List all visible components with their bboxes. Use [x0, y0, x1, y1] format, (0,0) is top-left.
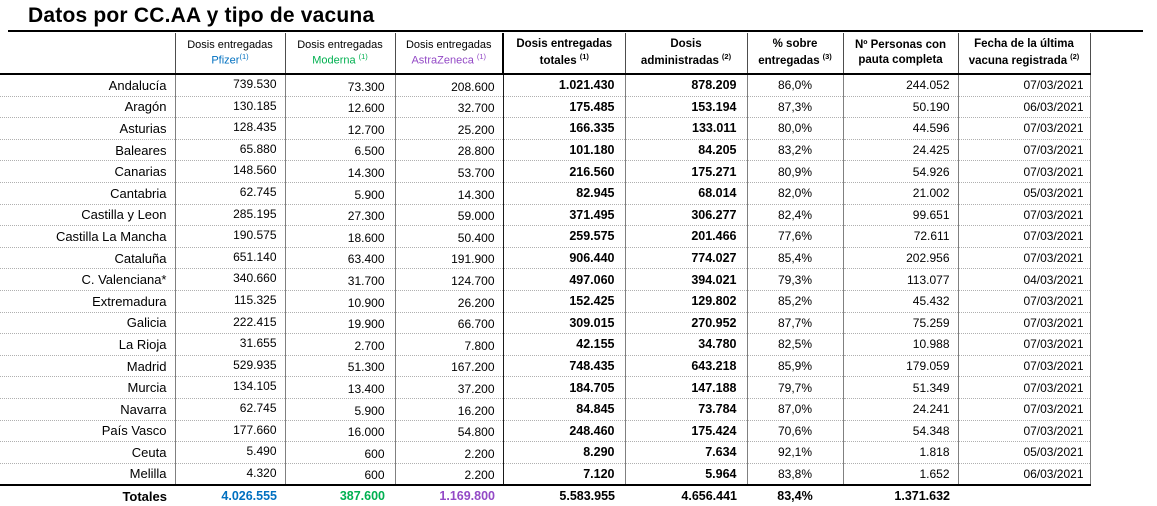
page-title: Datos por CC.AA y tipo de vacuna — [28, 4, 375, 27]
totals-row — [0, 485, 1090, 506]
cell-astrazeneca: 54.800 — [395, 420, 503, 442]
cell-astrazeneca: 25.200 — [395, 118, 503, 140]
cell-pct-entregadas: 80,9% — [747, 161, 843, 183]
cell-dosis-totales: 7.120 — [503, 463, 625, 485]
cell-dosis-totales: 906.440 — [503, 247, 625, 269]
total-astrazeneca: 1.169.800 — [395, 485, 503, 506]
cell-fecha: 06/03/2021 — [958, 463, 1090, 485]
total-moderna: 387.600 — [285, 485, 395, 506]
cell-pct-entregadas: 80,0% — [747, 118, 843, 140]
cell-dosis-administradas: 5.964 — [625, 463, 747, 485]
cell-pauta-completa: 244.052 — [843, 74, 958, 96]
cell-region: Andalucía — [0, 74, 175, 96]
table-row — [0, 420, 1090, 442]
cell-pfizer: 222.415 — [175, 312, 285, 334]
cell-pct-entregadas: 85,9% — [747, 355, 843, 377]
cell-dosis-totales: 8.290 — [503, 442, 625, 464]
cell-moderna: 600 — [285, 463, 395, 485]
column-header-dosis-administradas — [625, 33, 747, 74]
cell-dosis-totales: 216.560 — [503, 161, 625, 183]
header-line1: Nº Personas con — [854, 39, 947, 52]
cell-dosis-totales: 166.335 — [503, 118, 625, 140]
cell-astrazeneca: 2.200 — [395, 442, 503, 464]
cell-dosis-administradas: 270.952 — [625, 312, 747, 334]
cell-moderna: 5.900 — [285, 182, 395, 204]
cell-pct-entregadas: 85,4% — [747, 247, 843, 269]
table-row — [0, 355, 1090, 377]
table-row — [0, 377, 1090, 399]
footnote-marker: (1) — [476, 52, 487, 62]
cell-region: Baleares — [0, 139, 175, 161]
cell-pct-entregadas: 92,1% — [747, 442, 843, 464]
cell-dosis-administradas: 68.014 — [625, 182, 747, 204]
column-header-moderna — [285, 33, 395, 74]
cell-dosis-totales: 1.021.430 — [503, 74, 625, 96]
cell-dosis-totales: 748.435 — [503, 355, 625, 377]
cell-dosis-totales: 248.460 — [503, 420, 625, 442]
cell-region: Murcia — [0, 377, 175, 399]
header-line2: vacuna registrada — [968, 54, 1068, 67]
cell-region: País Vasco — [0, 420, 175, 442]
cell-fecha: 07/03/2021 — [958, 161, 1090, 183]
column-header-dosis-totales — [503, 33, 625, 74]
cell-moderna: 19.900 — [285, 312, 395, 334]
brand-astrazeneca-label: AstraZeneca — [411, 54, 474, 67]
cell-astrazeneca: 7.800 — [395, 334, 503, 356]
column-header-fecha-ultima — [958, 33, 1090, 74]
cell-pauta-completa: 179.059 — [843, 355, 958, 377]
cell-dosis-administradas: 7.634 — [625, 442, 747, 464]
cell-region: Canarias — [0, 161, 175, 183]
table-row — [0, 269, 1090, 291]
cell-astrazeneca: 124.700 — [395, 269, 503, 291]
table-row — [0, 247, 1090, 269]
cell-pct-entregadas: 87,0% — [747, 398, 843, 420]
cell-pauta-completa: 72.611 — [843, 226, 958, 248]
cell-astrazeneca: 59.000 — [395, 204, 503, 226]
cell-pfizer: 739.530 — [175, 74, 285, 96]
cell-pfizer: 128.435 — [175, 118, 285, 140]
cell-pfizer: 5.490 — [175, 442, 285, 464]
cell-astrazeneca: 2.200 — [395, 463, 503, 485]
total-dosis-totales: 5.583.955 — [503, 485, 625, 506]
cell-region: Asturias — [0, 118, 175, 140]
cell-region: Ceuta — [0, 442, 175, 464]
cell-pauta-completa: 10.988 — [843, 334, 958, 356]
cell-fecha: 05/03/2021 — [958, 442, 1090, 464]
cell-dosis-totales: 184.705 — [503, 377, 625, 399]
cell-region: Melilla — [0, 463, 175, 485]
cell-pfizer: 31.655 — [175, 334, 285, 356]
cell-region: Navarra — [0, 398, 175, 420]
footnote-marker: (1) — [579, 52, 589, 62]
header-line2: totales — [539, 54, 577, 67]
cell-pct-entregadas: 82,0% — [747, 182, 843, 204]
cell-fecha: 04/03/2021 — [958, 269, 1090, 291]
cell-region: La Rioja — [0, 334, 175, 356]
cell-dosis-administradas: 175.424 — [625, 420, 747, 442]
cell-pauta-completa: 75.259 — [843, 312, 958, 334]
cell-pfizer: 4.320 — [175, 463, 285, 485]
table-row — [0, 290, 1090, 312]
cell-pct-entregadas: 86,0% — [747, 74, 843, 96]
total-region: Totales — [0, 485, 175, 506]
cell-astrazeneca: 191.900 — [395, 247, 503, 269]
cell-pfizer: 148.560 — [175, 161, 285, 183]
cell-astrazeneca: 50.400 — [395, 226, 503, 248]
table-row — [0, 204, 1090, 226]
column-header-pct-entregadas — [747, 33, 843, 74]
cell-moderna: 10.900 — [285, 290, 395, 312]
total-dosis-administradas: 4.656.441 — [625, 485, 747, 506]
cell-dosis-totales: 371.495 — [503, 204, 625, 226]
table-row — [0, 139, 1090, 161]
cell-dosis-totales: 497.060 — [503, 269, 625, 291]
table-row — [0, 161, 1090, 183]
cell-fecha: 06/03/2021 — [958, 96, 1090, 118]
cell-dosis-totales: 309.015 — [503, 312, 625, 334]
cell-region: Galicia — [0, 312, 175, 334]
cell-pfizer: 130.185 — [175, 96, 285, 118]
cell-moderna: 51.300 — [285, 355, 395, 377]
cell-pct-entregadas: 83,2% — [747, 139, 843, 161]
table-row — [0, 96, 1090, 118]
cell-pauta-completa: 45.432 — [843, 290, 958, 312]
cell-astrazeneca: 167.200 — [395, 355, 503, 377]
cell-fecha: 07/03/2021 — [958, 139, 1090, 161]
cell-pfizer: 529.935 — [175, 355, 285, 377]
cell-pauta-completa: 113.077 — [843, 269, 958, 291]
cell-moderna: 6.500 — [285, 139, 395, 161]
cell-pfizer: 651.140 — [175, 247, 285, 269]
cell-moderna: 12.700 — [285, 118, 395, 140]
cell-dosis-totales: 175.485 — [503, 96, 625, 118]
table-row — [0, 182, 1090, 204]
cell-region: Extremadura — [0, 290, 175, 312]
cell-dosis-administradas: 153.194 — [625, 96, 747, 118]
cell-astrazeneca: 208.600 — [395, 74, 503, 96]
total-pauta-completa: 1.371.632 — [843, 485, 958, 506]
cell-moderna: 27.300 — [285, 204, 395, 226]
cell-pauta-completa: 24.241 — [843, 398, 958, 420]
cell-pct-entregadas: 82,5% — [747, 334, 843, 356]
cell-moderna: 2.700 — [285, 334, 395, 356]
cell-moderna: 14.300 — [285, 161, 395, 183]
cell-fecha: 07/03/2021 — [958, 398, 1090, 420]
title-underline — [8, 30, 1143, 32]
cell-fecha: 07/03/2021 — [958, 290, 1090, 312]
table-row — [0, 312, 1090, 334]
cell-astrazeneca: 14.300 — [395, 182, 503, 204]
cell-pfizer: 65.880 — [175, 139, 285, 161]
cell-region: Cataluña — [0, 247, 175, 269]
cell-pauta-completa: 1.818 — [843, 442, 958, 464]
cell-pct-entregadas: 82,4% — [747, 204, 843, 226]
column-header-pfizer — [175, 33, 285, 74]
cell-moderna: 600 — [285, 442, 395, 464]
cell-dosis-administradas: 306.277 — [625, 204, 747, 226]
cell-pauta-completa: 44.596 — [843, 118, 958, 140]
cell-moderna: 12.600 — [285, 96, 395, 118]
table-row — [0, 226, 1090, 248]
cell-pauta-completa: 50.190 — [843, 96, 958, 118]
cell-fecha: 07/03/2021 — [958, 118, 1090, 140]
cell-region: Aragón — [0, 96, 175, 118]
cell-fecha: 07/03/2021 — [958, 204, 1090, 226]
cell-moderna: 63.400 — [285, 247, 395, 269]
header-line1: Fecha de la última — [974, 38, 1074, 51]
cell-moderna: 73.300 — [285, 74, 395, 96]
cell-fecha: 07/03/2021 — [958, 247, 1090, 269]
table-row — [0, 334, 1090, 356]
cell-fecha: 07/03/2021 — [958, 420, 1090, 442]
footnote-marker: (1) — [239, 52, 249, 62]
cell-fecha: 07/03/2021 — [958, 377, 1090, 399]
column-header-ccaa — [0, 33, 175, 74]
cell-region: Castilla y Leon — [0, 204, 175, 226]
cell-pct-entregadas: 87,7% — [747, 312, 843, 334]
cell-dosis-administradas: 774.027 — [625, 247, 747, 269]
cell-moderna: 16.000 — [285, 420, 395, 442]
cell-astrazeneca: 37.200 — [395, 377, 503, 399]
cell-pct-entregadas: 79,7% — [747, 377, 843, 399]
cell-moderna: 31.700 — [285, 269, 395, 291]
footnote-marker: (2) — [1070, 52, 1080, 62]
cell-dosis-administradas: 84.205 — [625, 139, 747, 161]
vaccine-table — [0, 33, 1091, 506]
cell-dosis-administradas: 147.188 — [625, 377, 747, 399]
total-pct-entregadas: 83,4% — [747, 485, 843, 506]
cell-pfizer: 115.325 — [175, 290, 285, 312]
cell-dosis-administradas: 175.271 — [625, 161, 747, 183]
table-row — [0, 74, 1090, 96]
cell-pfizer: 190.575 — [175, 226, 285, 248]
footnote-marker: (2) — [721, 52, 732, 62]
table-row — [0, 118, 1090, 140]
cell-astrazeneca: 66.700 — [395, 312, 503, 334]
cell-pfizer: 177.660 — [175, 420, 285, 442]
cell-pauta-completa: 54.348 — [843, 420, 958, 442]
cell-dosis-totales: 259.575 — [503, 226, 625, 248]
total-pfizer: 4.026.555 — [175, 485, 285, 506]
cell-pct-entregadas: 87,3% — [747, 96, 843, 118]
cell-fecha: 07/03/2021 — [958, 355, 1090, 377]
header-line1: % sobre — [772, 38, 818, 51]
cell-fecha: 07/03/2021 — [958, 74, 1090, 96]
header-line1: Dosis — [670, 38, 702, 51]
cell-fecha: 05/03/2021 — [958, 182, 1090, 204]
column-header-pauta-completa — [843, 33, 958, 74]
cell-pfizer: 285.195 — [175, 204, 285, 226]
cell-pauta-completa: 202.956 — [843, 247, 958, 269]
cell-astrazeneca: 53.700 — [395, 161, 503, 183]
header-line1: Dosis entregadas — [297, 39, 383, 52]
table-header — [0, 33, 1090, 74]
table-row — [0, 398, 1090, 420]
cell-dosis-administradas: 73.784 — [625, 398, 747, 420]
header-line1: Dosis entregadas — [516, 38, 613, 51]
table-row — [0, 442, 1090, 464]
header-line2: administradas — [640, 54, 719, 67]
cell-pauta-completa: 54.926 — [843, 161, 958, 183]
cell-pauta-completa: 24.425 — [843, 139, 958, 161]
cell-moderna: 5.900 — [285, 398, 395, 420]
footnote-marker: (3) — [822, 52, 832, 62]
cell-pct-entregadas: 83,8% — [747, 463, 843, 485]
table-row — [0, 463, 1090, 485]
cell-region: Madrid — [0, 355, 175, 377]
cell-dosis-totales: 82.945 — [503, 182, 625, 204]
cell-pfizer: 340.660 — [175, 269, 285, 291]
cell-dosis-administradas: 34.780 — [625, 334, 747, 356]
cell-pct-entregadas: 85,2% — [747, 290, 843, 312]
cell-pauta-completa: 51.349 — [843, 377, 958, 399]
cell-dosis-administradas: 394.021 — [625, 269, 747, 291]
cell-astrazeneca: 28.800 — [395, 139, 503, 161]
cell-fecha: 07/03/2021 — [958, 312, 1090, 334]
table-body — [0, 74, 1090, 506]
cell-dosis-administradas: 201.466 — [625, 226, 747, 248]
cell-dosis-administradas: 643.218 — [625, 355, 747, 377]
cell-dosis-administradas: 878.209 — [625, 74, 747, 96]
total-fecha — [958, 485, 1090, 506]
cell-pauta-completa: 1.652 — [843, 463, 958, 485]
cell-pauta-completa: 21.002 — [843, 182, 958, 204]
cell-dosis-totales: 152.425 — [503, 290, 625, 312]
header-line1: Dosis entregadas — [405, 39, 492, 52]
cell-pfizer: 134.105 — [175, 377, 285, 399]
cell-dosis-totales: 101.180 — [503, 139, 625, 161]
cell-astrazeneca: 26.200 — [395, 290, 503, 312]
cell-dosis-totales: 42.155 — [503, 334, 625, 356]
cell-astrazeneca: 32.700 — [395, 96, 503, 118]
cell-region: Castilla La Mancha — [0, 226, 175, 248]
cell-pfizer: 62.745 — [175, 398, 285, 420]
cell-moderna: 18.600 — [285, 226, 395, 248]
brand-moderna-label: Moderna — [312, 54, 356, 67]
cell-pfizer: 62.745 — [175, 182, 285, 204]
cell-pauta-completa: 99.651 — [843, 204, 958, 226]
footnote-marker: (1) — [358, 52, 368, 62]
cell-region: C. Valenciana* — [0, 269, 175, 291]
header-line1: Dosis entregadas — [187, 39, 273, 52]
column-header-astrazeneca — [395, 33, 503, 74]
cell-dosis-administradas: 133.011 — [625, 118, 747, 140]
cell-fecha: 07/03/2021 — [958, 226, 1090, 248]
header-line2: entregadas — [758, 54, 820, 67]
cell-region: Cantabria — [0, 182, 175, 204]
cell-astrazeneca: 16.200 — [395, 398, 503, 420]
header-line2: pauta completa — [858, 54, 943, 66]
cell-moderna: 13.400 — [285, 377, 395, 399]
cell-pct-entregadas: 77,6% — [747, 226, 843, 248]
cell-pct-entregadas: 79,3% — [747, 269, 843, 291]
cell-pct-entregadas: 70,6% — [747, 420, 843, 442]
cell-fecha: 07/03/2021 — [958, 334, 1090, 356]
cell-dosis-administradas: 129.802 — [625, 290, 747, 312]
brand-pfizer-label: Pfizer — [211, 54, 240, 67]
cell-dosis-totales: 84.845 — [503, 398, 625, 420]
